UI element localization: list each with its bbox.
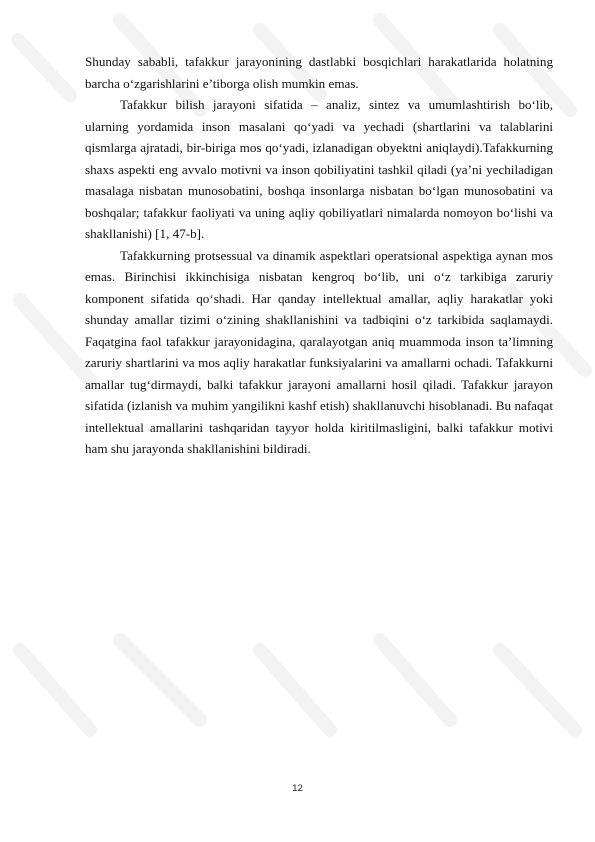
page-number: 12	[292, 783, 303, 794]
document-body	[85, 51, 553, 460]
paragraph-2: Tafakkur bilish jarayoni sifatida – analiz, sintez va umumlashtirish bo‘lib, ularning yordamida inson masalani qo‘yadi va yechadi (shartlarini va talablarini qismlarga ajratadi, bir-biriga mos qo‘yadi, izlanadigan obyektni aniqlaydi).Tafakkurning shaxs aspekti eng avvalo motivni va inson qobiliyatini tashkil qiladi (ya’ni yechiladigan masalaga nisbatan munosobatini, boshqa insonlarga nisbatan bo‘lgan munosobatini va boshqalar; tafakkur faoliyati va uning aqliy qobiliyatlari nimalarda nomoyon bo‘lishi va shakllanishi) [1, 47-b].	[85, 97, 553, 241]
paragraph-3: Tafakkurning protsessual va dinamik aspektlari operatsional aspektiga aynan mos emas. Birinchisi ikkinchisiga nisbatan kengroq bo‘lib, uni o‘z tarkibiga zaruriy komponent sifatida qo‘shadi. Har qanday intellektual amallar, aqliy harakatlar yoki shunday amallar tizimi o‘zining shakllanishini va tadbiqini o‘z tarkibida saqlamaydi. Faqatgina faol tafakkur jarayonidagina, qaralayotgan aniq muammoda inson ta’limning zaruriy shartlarini va mos aqliy harakatlar funksiyalarini va amallarni ochadi. Tafakkurni amallar tug‘dirmaydi, balki tafakkur jarayoni amallarni hosil qiladi. Tafakkur jarayon sifatida (izlanish va muhim yangilikni kashf etish) shakllanuvchi hisoblanadi. Bu nafaqat intellektual amallarini tashqaridan tayyor holda kiritilmasligini, balki tafakkur motivi ham shu jarayonda shakllanishini bildiradi.	[85, 247, 553, 456]
paragraph-1: Shunday sababli, tafakkur jarayonining dastlabki bosqichlari harakatlarida holatning barcha o‘zgarishlarini e’tiborga olish mumkin emas.	[85, 54, 553, 91]
